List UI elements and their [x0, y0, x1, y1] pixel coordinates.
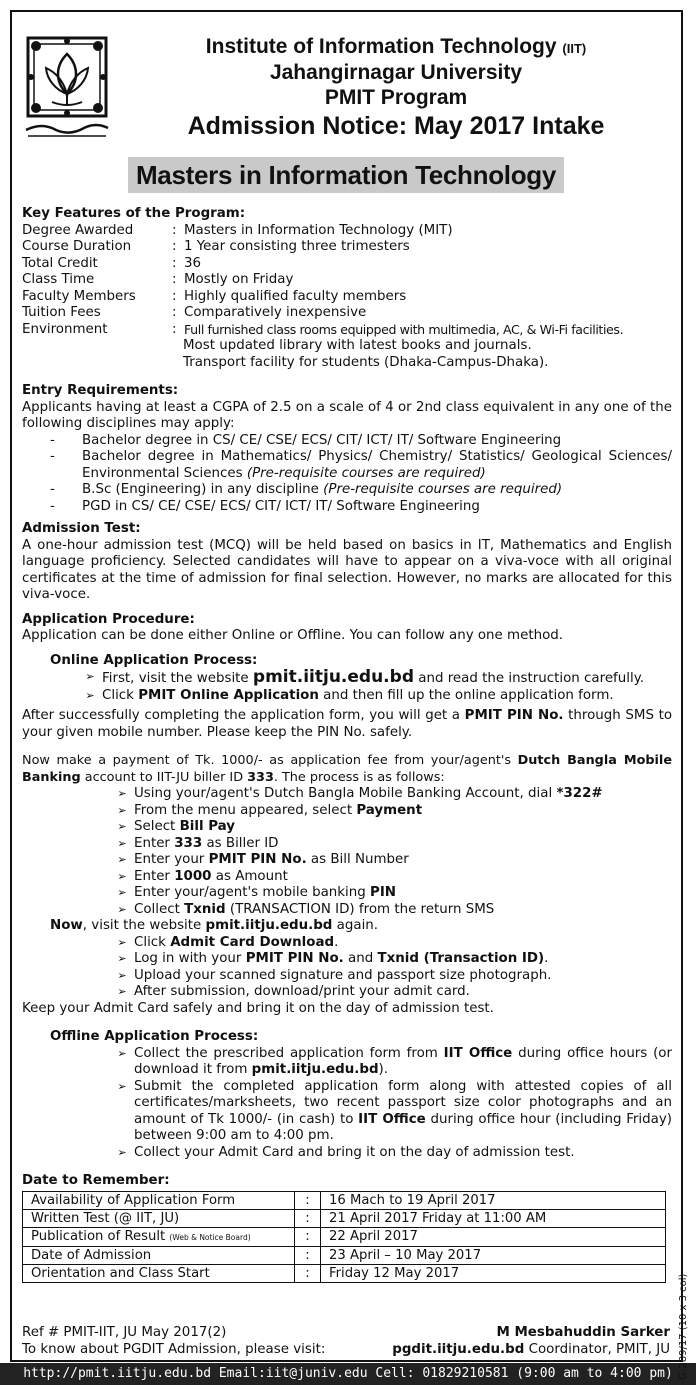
offline-process-title: Offline Application Process: [50, 1029, 259, 1044]
program-name: PMIT Program [324, 86, 468, 109]
application-procedure-title: Application Procedure: [22, 611, 195, 627]
signer-designation: Coordinator, PMIT, JU [528, 1341, 670, 1357]
list-item: ➢ Enter 333 as Biller ID [110, 836, 672, 853]
feature-row: Course Duration : 1 Year consisting three trimesters [22, 239, 410, 254]
university-lotus-emblem-icon [22, 32, 112, 140]
admit-card-steps [22, 935, 672, 1001]
table-row: Publication of Result (Web & Notice Board) : 22 April 2017 [23, 1227, 666, 1246]
offline-steps [22, 1046, 672, 1162]
arrow-bullet-icon: ➢ [117, 869, 127, 883]
arrow-bullet-icon: ➢ [117, 952, 127, 965]
arrow-bullet-icon: ➢ [117, 1079, 127, 1093]
entry-intro: Applicants having at least a CGPA of 2.5 on a scale of 4 or 2nd class equivalent in any one of the following disciplines may apply: [22, 399, 672, 431]
payment-info: Now make a payment of Tk. 1000/- as application fee from your/agent's Dutch Bangla Mobile Banking account to IIT-JU biller ID 333. The process is as follows: [22, 753, 672, 785]
admission-test-title: Admission Test: [22, 521, 141, 536]
list-item: - B.Sc (Engineering) in any discipline (Pre-requisite courses are required) [50, 482, 563, 497]
list-item: ➢ First, visit the website pmit.iitju.edu.bd and read the instruction carefully. [78, 669, 672, 688]
environment-extra: Most updated library with latest books and journals. [183, 338, 532, 353]
list-item: ➢ Enter your/agent's mobile banking PIN [110, 885, 672, 902]
dates-table [22, 1191, 666, 1283]
pgdit-info: To know about PGDIT Admission, please visit: [22, 1341, 326, 1357]
visit-again: Now, visit the website pmit.iitju.edu.bd again. [50, 918, 379, 933]
application-procedure-text: Application can be done either Online or Offline. You can follow any one method. [22, 628, 564, 643]
list-item: ➢ Click PMIT Online Application and then fill up the online application form. [78, 688, 672, 705]
arrow-bullet-icon: ➢ [117, 1145, 127, 1159]
university-name: Jahangirnagar University [269, 61, 523, 84]
institute-name: Institute of Information Technology (IIT) [205, 35, 587, 58]
notice-content [22, 206, 672, 1283]
list-item: - Bachelor degree in CS/ CE/ CSE/ ECS/ CIT/ ICT/ IT/ Software Engineering [50, 432, 562, 448]
feature-row: Tuition Fees : Comparatively inexpensive [22, 305, 367, 320]
list-item: ➢ Collect your Admit Card and bring it on the day of admission test. [110, 1145, 672, 1162]
list-item: ➢ After submission, download/print your admit card. [110, 984, 672, 1001]
feature-row: Environment : Full furnished class rooms equipped with multimedia, AC, & Wi-Fi facilities. [22, 321, 624, 337]
list-item: ➢ Log in with your PMIT PIN No. and Txnid (Transaction ID). [110, 951, 672, 968]
list-item: ➢ Collect Txnid (TRANSACTION ID) from the return SMS [110, 902, 672, 919]
arrow-bullet-icon: ➢ [117, 787, 127, 800]
feature-row: Faculty Members : Highly qualified faculty members [22, 288, 407, 304]
arrow-bullet-icon: ➢ [117, 886, 127, 899]
payment-steps [22, 786, 672, 918]
signature-block [22, 1325, 670, 1358]
arrow-bullet-icon: ➢ [117, 985, 127, 998]
list-item: ➢ Select Bill Pay [110, 819, 672, 836]
table-row: Orientation and Class Start : Friday 12 May 2017 [23, 1264, 666, 1282]
website-link[interactable]: pmit.iitju.edu.bd [205, 918, 333, 933]
list-item: ➢ Click Admit Card Download. [110, 935, 672, 952]
notice-header [118, 34, 674, 141]
website-link[interactable]: pmit.iitju.edu.bd [251, 1062, 379, 1077]
table-row: Date of Admission : 23 April – 10 May 2017 [23, 1246, 666, 1264]
notice-title: Admission Notice: May 2017 Intake [187, 112, 605, 140]
entry-requirements-title: Entry Requirements: [22, 383, 179, 398]
environment-extra: Transport facility for students (Dhaka-Campus-Dhaka). [183, 354, 549, 370]
signer-name: M Mesbahuddin Sarker [496, 1325, 670, 1340]
list-item: ➢ Collect the prescribed application form from IIT Office during office hours (or download it from pmit.iitju.edu.bd). [110, 1046, 672, 1079]
list-item: ➢ Upload your scanned signature and passport size photograph. [110, 968, 672, 985]
ad-code: G-289/17 (10 x 3 col) [678, 1273, 689, 1380]
arrow-bullet-icon: ➢ [117, 935, 127, 949]
arrow-bullet-icon: ➢ [117, 853, 127, 866]
list-item: ➢ Using your/agent's Dutch Bangla Mobile Banking Account, dial *322# [110, 786, 672, 803]
admission-test-text: A one-hour admission test (MCQ) will be held based on basics in IT, Mathematics and English language proficiency. Selected candidates will have to appear on a viva-voce with all original certificates at the time of admission for final selection. However, no marks are allocated for this viva-voce. [22, 537, 672, 602]
keep-admit-card: Keep your Admit Card safely and bring it on the day of admission test. [22, 1000, 494, 1016]
key-features-table [22, 223, 672, 372]
contact-footer-bar: http://pmit.iitju.edu.bd Email:iit@juniv.edu Cell: 01829210581 (9:00 am to 4:00 pm) [0, 1363, 696, 1385]
arrow-bullet-icon: ➢ [117, 968, 127, 982]
pgdit-link[interactable]: pgdit.iitju.edu.bd [392, 1341, 525, 1357]
arrow-bullet-icon: ➢ [85, 688, 95, 702]
list-item: ➢ Enter 1000 as Amount [110, 869, 672, 886]
online-process-title: Online Application Process: [50, 652, 258, 668]
feature-row: Total Credit : 36 [22, 255, 202, 271]
table-row: Written Test (@ IIT, JU) : 21 April 2017 Friday at 11:00 AM [23, 1209, 666, 1227]
online-steps [22, 669, 672, 704]
arrow-bullet-icon: ➢ [117, 902, 127, 916]
list-item: ➢ Submit the completed application form along with attested copies of all certificates/marksheets, two recent passport size color photographs and an amount of Tk 1000/- (in cash) to IIT Office during office hour (including Friday) between 9:00 am to 4:00 pm. [110, 1079, 672, 1145]
reference-number: Ref # PMIT-IIT, JU May 2017(2) [22, 1325, 227, 1340]
feature-row: Degree Awarded : Masters in Information Technology (MIT) [22, 222, 453, 238]
discipline-list [22, 433, 672, 516]
list-item: ➢ Enter your PMIT PIN No. as Bill Number [110, 852, 672, 869]
table-row: Availability of Application Form : 16 Mach to 19 April 2017 [23, 1191, 666, 1209]
program-title-band: Masters in Information Technology [128, 157, 564, 193]
arrow-bullet-icon: ➢ [117, 1046, 127, 1060]
key-features-title: Key Features of the Program: [22, 206, 246, 221]
feature-row: Class Time : Mostly on Friday [22, 272, 294, 287]
list-item: ➢ From the menu appeared, select Payment [110, 803, 672, 820]
list-item: - PGD in CS/ CE/ CSE/ ECS/ CIT/ ICT/ IT/ Software Engineering [50, 498, 480, 514]
arrow-bullet-icon: ➢ [117, 820, 127, 833]
arrow-bullet-icon: ➢ [117, 836, 127, 850]
website-link[interactable]: pmit.iitju.edu.bd [252, 667, 414, 687]
arrow-bullet-icon: ➢ [85, 670, 95, 683]
dates-title: Date to Remember: [22, 1173, 170, 1188]
pin-info: After successfully completing the application form, you will get a PMIT PIN No. through SMS to your given mobile number. Please keep the PIN No. safely. [22, 708, 673, 740]
arrow-bullet-icon: ➢ [117, 803, 127, 817]
list-item: - Bachelor degree in Mathematics/ Physics/ Chemistry/ Statistics/ Geological Sciences/ Environmental Sciences (Pre-requisite courses are required) [50, 449, 672, 481]
